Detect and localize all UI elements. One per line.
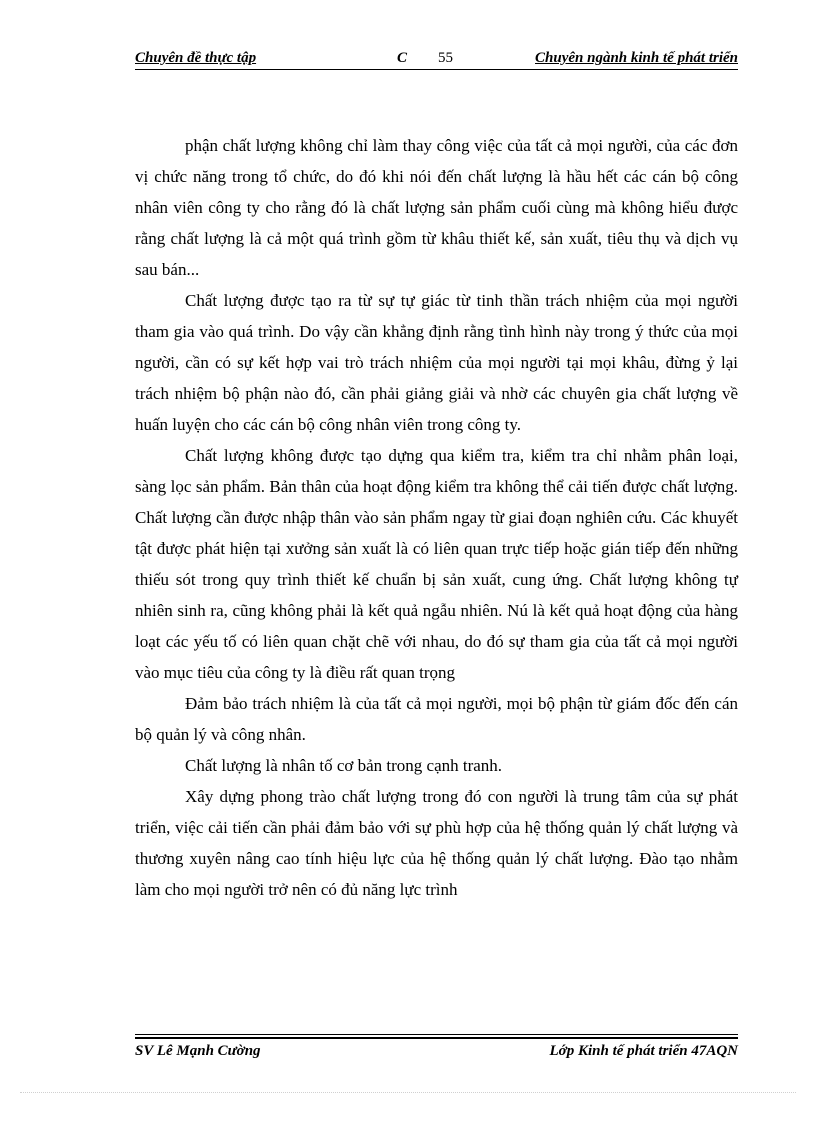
footer-divider-thick [135, 1037, 738, 1039]
header-left-title: Chuyên đề thực tập [135, 50, 257, 66]
footer-student-name: SV Lê Mạnh Cường [135, 1043, 261, 1059]
header-mid-letter: C [397, 50, 408, 66]
paragraph-5: Chất lượng là nhân tố cơ bản trong cạnh tranh. [185, 756, 503, 775]
page-edge-divider [20, 1092, 796, 1093]
header-right-title: Chuyên ngành kinh tế phát triển [535, 50, 738, 66]
footer-class-name: Lớp Kinh tế phát triển 47AQN [549, 1043, 738, 1059]
paragraph-3: Chất lượng không được tạo dựng qua kiểm tra, kiểm tra chỉ nhằm phân loại, sàng lọc sản phẩm. Bản thân của hoạt động kiểm tra không thể cải tiến được chất lượng. Chất lượng cần được nhập thân vào sản phẩm ngay từ giai đoạn nghiên cứu. Các khuyết tật được phát hiện tại xưởng sản xuất là có liên quan trực tiếp hoặc gián tiếp đến những thiếu sót trong quy trình thiết kế chuẩn bị sản xuất, cung ứng. Chất lượng không tự nhiên sinh ra, cũng không phải là kết quả ngẫu nhiên. Nú là kết quả hoạt động của hàng loạt các yếu tố có liên quan chặt chẽ với nhau, do đó sự tham gia của tất cả mọi người vào mục tiêu của công ty là điều rất quan trọng [135, 446, 738, 682]
footer-divider-thin [135, 1034, 738, 1035]
page-number: 55 [438, 50, 453, 66]
paragraph-4: Đảm bảo trách nhiệm là của tất cả mọi người, mọi bộ phận từ giám đốc đến cán bộ quản lý và công nhân. [135, 694, 738, 744]
page-header [135, 47, 738, 69]
paragraph-6: Xây dựng phong trào chất lượng trong đó con người là trung tâm của sự phát triển, việc cải tiến cần phải đảm bảo với sự phù hợp của hệ thống quản lý chất lượng và thương xuyên nâng cao tính hiệu lực của hệ thống quản lý chất lượng. Đào tạo nhằm làm cho mọi người trở nên có đủ năng lực trình [135, 787, 738, 899]
paragraph-2: Chất lượng được tạo ra từ sự tự giác từ tinh thần trách nhiệm của mọi người tham gia vào quá trình. Do vậy cần khẳng định rằng tình hình này trong ý thức của mọi người, cần có sự kết hợp vai trò trách nhiệm của mọi người tại mọi khâu, đừng ỷ lại trách nhiệm bộ phận nào đó, cần phải giảng giải và nhờ các chuyên gia chất lượng về huấn luyện cho các cán bộ công nhân viên trong công ty. [135, 291, 738, 434]
page-footer [135, 1040, 738, 1062]
paragraph-1: phận chất lượng không chỉ làm thay công việc của tất cả mọi người, của các đơn vị chức năng trong tổ chức, do đó khi nói đến chất lượng là hầu hết các cán bộ công nhân viên công ty cho rằng đó là chất lượng sản phẩm cuối cùng mà không hiểu được rằng chất lượng là cả một quá trình gồm từ khâu thiết kế, sản xuất, tiêu thụ và dịch vụ sau bán... [135, 136, 738, 279]
header-divider [135, 69, 738, 70]
body-text [135, 130, 738, 905]
